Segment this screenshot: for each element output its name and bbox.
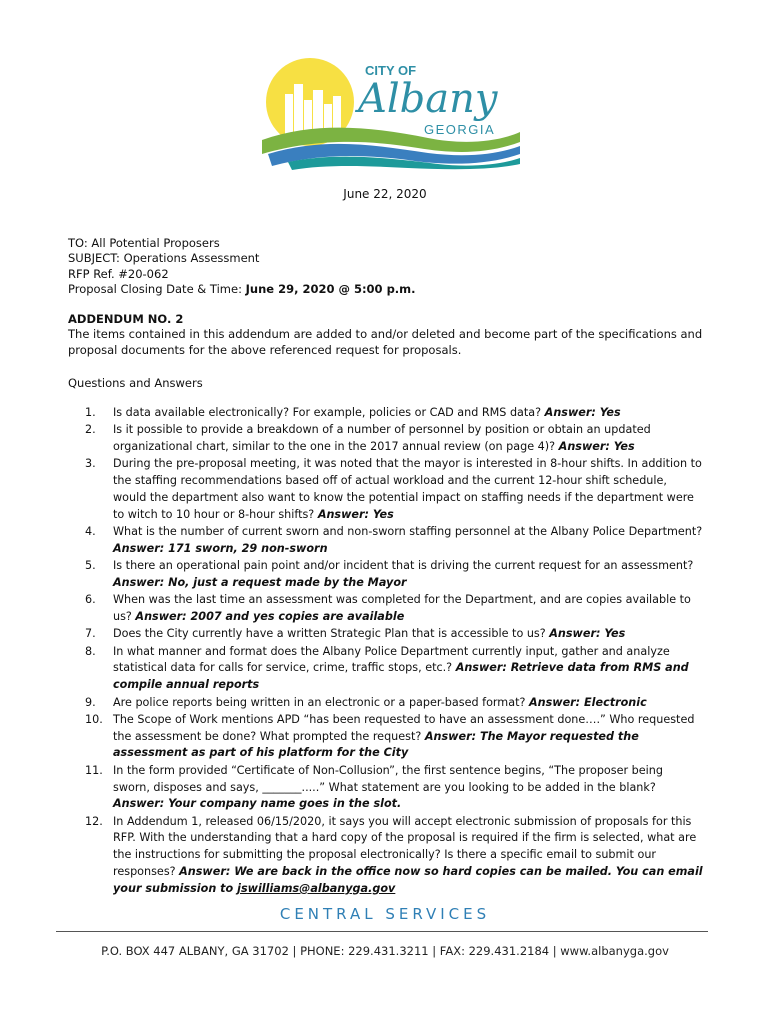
question-number: 3. (85, 457, 96, 471)
question-item (68, 558, 703, 592)
logo-georgia: GEORGIA (424, 122, 496, 137)
rfp-line: RFP Ref. #20-062 (68, 266, 169, 281)
question-number: 5. (85, 559, 96, 573)
letter-header (68, 236, 416, 297)
question-text: When was the last time an assessment was completed for the Department, and are copies available to us? (113, 593, 691, 624)
answer-text: Answer: 2007 and yes copies are available (135, 610, 405, 624)
logo-city-of: CITY OF (365, 63, 417, 78)
question-item (68, 644, 703, 694)
question-text: The Scope of Work mentions APD “has been requested to have an assessment done….” Who requested the assessment be done? What prompted the request? (113, 712, 695, 743)
footer-divider (56, 931, 708, 932)
question-number: 11. (85, 763, 103, 777)
answer-text: Answer: The Mayor requested the assessment as part of his platform for the City (113, 729, 639, 760)
question-item (68, 456, 703, 523)
answer-text: Answer: Yes (558, 440, 635, 454)
question-number: 2. (85, 423, 96, 437)
addendum-body: The items contained in this addendum are added to and/or deleted and become part of the specifications and proposal documents for the above referenced request for proposals. (68, 327, 703, 357)
question-item (68, 814, 703, 898)
qa-heading: Questions and Answers (68, 376, 203, 390)
questions-list (68, 405, 703, 898)
addendum-title: ADDENDUM NO. 2 (68, 312, 184, 326)
logo-albany: Albany (358, 76, 498, 122)
addendum-section (68, 312, 708, 358)
question-text: Are police reports being written in an electronic or a paper-based format? (113, 695, 529, 709)
question-text: In what manner and format does the Albany Police Department currently input, gather and analyze statistical data for calls for service, crime, traffic stops, etc.? (113, 644, 670, 675)
answer-text: Answer: We are back in the office now so hard copies can be mailed. You can email your submission to (113, 865, 703, 895)
answer-text: Answer: Your company name goes in the slot. (113, 797, 402, 811)
footer-department-title: CENTRAL SERVICES (279, 905, 491, 923)
question-number: 6. (85, 593, 96, 607)
question-item (68, 422, 703, 456)
answer-text: Answer: Electronic (528, 695, 647, 709)
footer-contact-line: P.O. BOX 447 ALBANY, GA 31702 | PHONE: 229.431.3211 | FAX: 229.431.2184 | www.albanyga.gov (101, 944, 669, 958)
answer-text: Answer: Retrieve data from RMS and compile annual reports (113, 661, 689, 692)
question-number: 4. (85, 525, 96, 539)
question-text: What is the number of current sworn and non-sworn staffing personnel at the Albany Police Department? (113, 525, 703, 539)
question-item (68, 763, 703, 813)
closing-value: June 29, 2020 @ 5:00 p.m. (245, 281, 416, 296)
question-number: 12. (85, 814, 103, 828)
question-text: Does the City currently have a written Strategic Plan that is accessible to us? (113, 627, 550, 641)
city-of-albany-logo (258, 58, 528, 170)
question-text: During the pre-proposal meeting, it was noted that the mayor is interested in 8-hour shifts. In addition to the staffing recommendations based off of actual workload and the current 12-hour shift schedule, would the department also want to know the potential impact on staffing needs if the department were to witch to 10 hour or 8-hour shifts? (113, 457, 702, 521)
question-item (68, 626, 703, 643)
question-number: 1. (85, 406, 96, 419)
question-item (68, 524, 703, 558)
question-text: In Addendum 1, released 06/15/2020, it says you will accept electronic submission of proposals for this RFP. With the understanding that a hard copy of the proposal is required if the firm is selected, what are the instructions for submitting the proposal electronically? Is there a specific email to submit our responses? (113, 814, 697, 879)
question-item (68, 712, 703, 762)
closing-line (68, 282, 416, 297)
question-number: 9. (85, 695, 96, 709)
question-item (68, 405, 703, 422)
answer-text: Answer: 171 sworn, 29 non-sworn (113, 541, 328, 555)
question-text: Is it possible to provide a breakdown of a number of personnel by position or obtain an updated organizational chart, similar to the one in the 2017 annual review (on page 4)? (113, 423, 651, 454)
question-text: In the form provided “Certificate of Non-Collusion”, the first sentence begins, “The proposer being sworn, disposes and says, _______.....” What statement are you looking to be added in the blank? (113, 763, 663, 794)
question-number: 7. (85, 627, 96, 641)
closing-label: Proposal Closing Date & Time: (68, 281, 246, 296)
question-text: Is there an operational pain point and/or incident that is driving the current request for an assessment? (113, 559, 694, 573)
answer-text: Answer: Yes (549, 627, 626, 641)
question-item (68, 695, 703, 712)
question-text: Is data available electronically? For example, policies or CAD and RMS data? (113, 406, 545, 419)
answer-text: Answer: Yes (544, 406, 621, 419)
question-number: 8. (85, 644, 96, 658)
to-line: TO: All Potential Proposers (68, 236, 220, 250)
question-item (68, 592, 703, 626)
answer-text: Answer: No, just a request made by the Mayor (113, 575, 407, 589)
question-number: 10. (85, 712, 103, 726)
subject-line: SUBJECT: Operations Assessment (68, 251, 260, 266)
answer-text: Answer: Yes (317, 507, 394, 521)
email-link[interactable]: jswilliams@albanyga.gov (237, 881, 396, 895)
letter-date: June 22, 2020 (343, 187, 427, 201)
